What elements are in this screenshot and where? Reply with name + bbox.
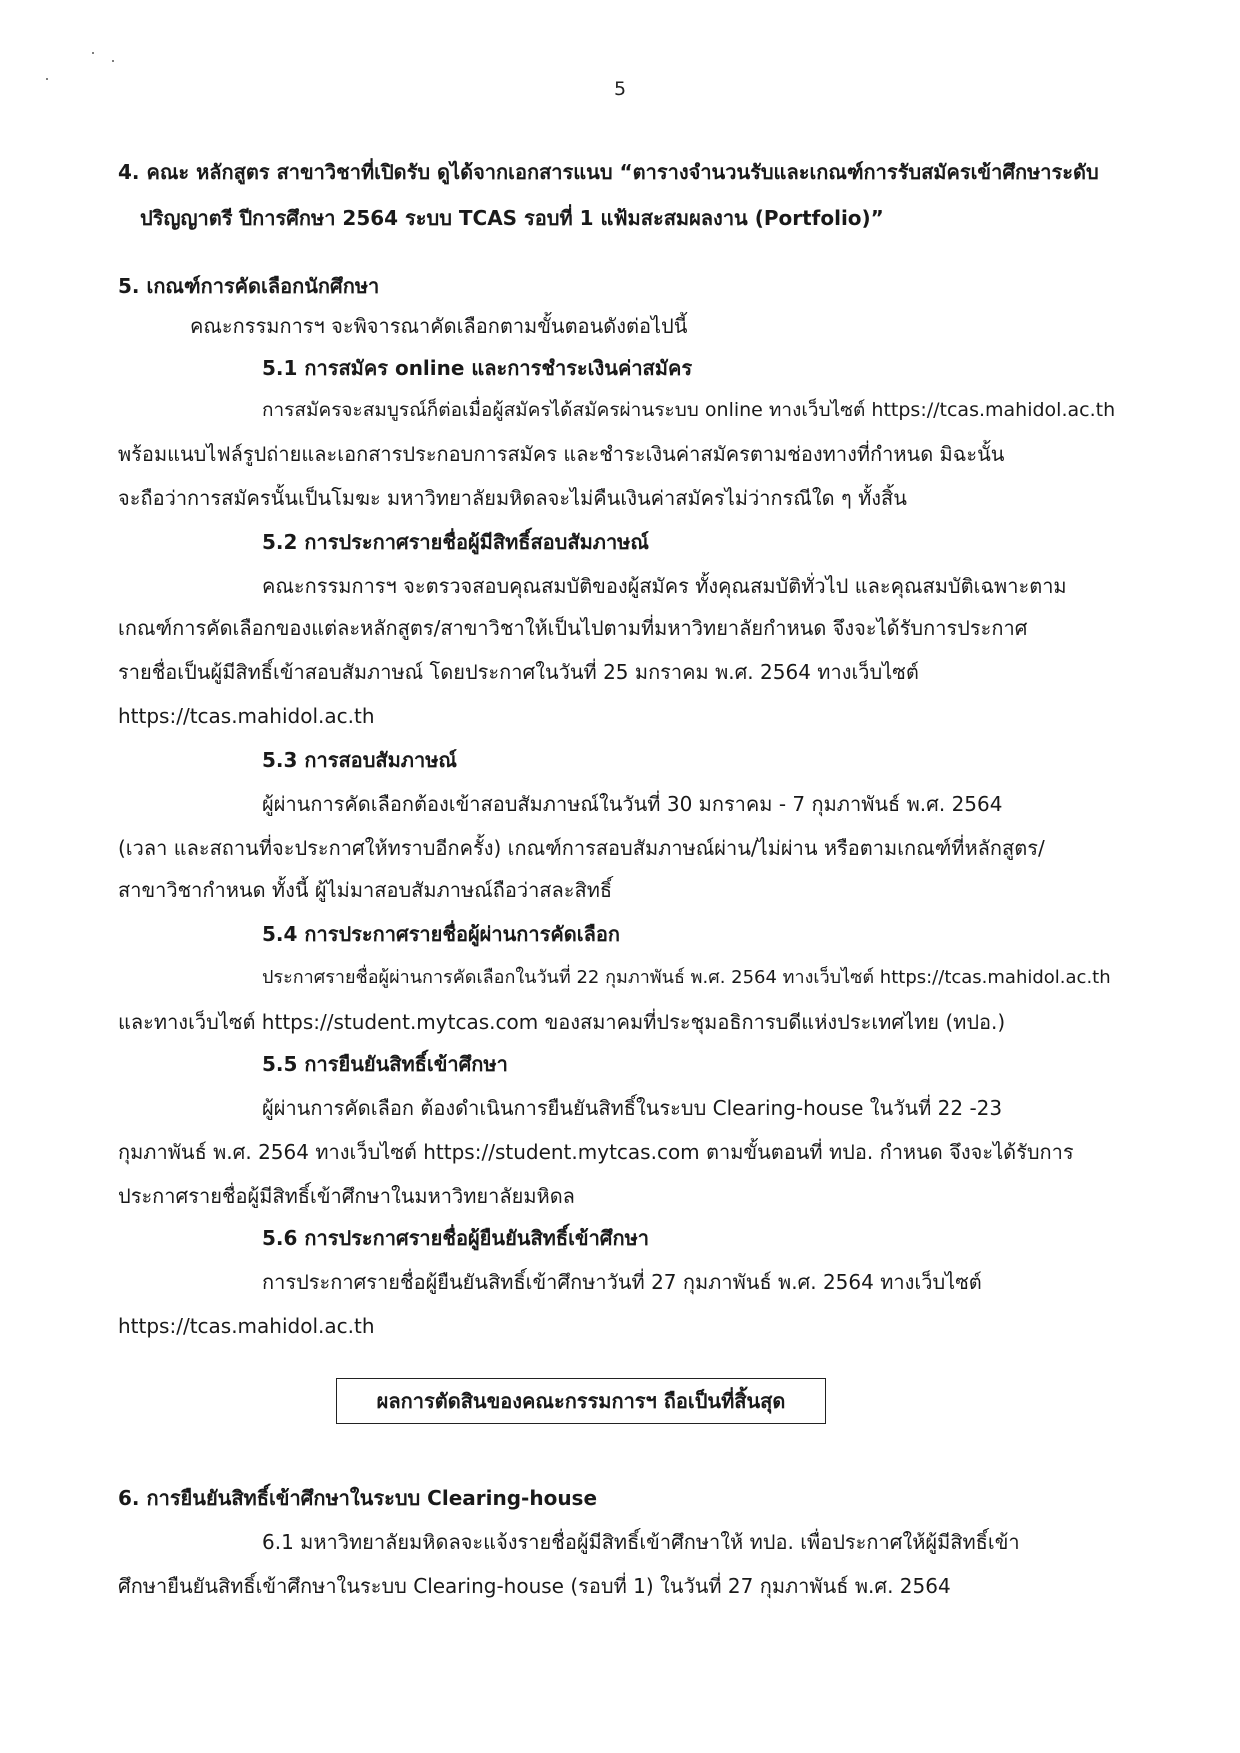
section-6-1-line-1: 6.1 มหาวิทยาลัยมหิดลจะแจ้งรายชื่อผู้มีสิทธิ์เข้าศึกษาให้ ทปอ. เพื่อประกาศให้ผู้มีสิทธิ์เข้า xyxy=(262,1530,1020,1554)
scan-speck xyxy=(92,52,94,54)
section-4-line-2: ปริญญาตรี ปีการศึกษา 2564 ระบบ TCAS รอบที่ 1 แฟ้มสะสมผลงาน (Portfolio)” xyxy=(140,206,884,230)
section-5-intro: คณะกรรมการฯ จะพิจารณาคัดเลือกตามขั้นตอนดังต่อไปนี้ xyxy=(190,314,688,338)
section-5-2-line-2: เกณฑ์การคัดเลือกของแต่ละหลักสูตร/สาขาวิชาให้เป็นไปตามที่มหาวิทยาลัยกำหนด จึงจะได้รับการประกาศ xyxy=(118,616,1028,640)
section-5-2-line-1: คณะกรรมการฯ จะตรวจสอบคุณสมบัติของผู้สมัคร ทั้งคุณสมบัติทั่วไป และคุณสมบัติเฉพาะตาม xyxy=(262,574,1067,598)
section-6-heading: 6. การยืนยันสิทธิ์เข้าศึกษาในระบบ Clearing-house xyxy=(118,1486,598,1510)
section-5-5-heading: 5.5 การยืนยันสิทธิ์เข้าศึกษา xyxy=(262,1052,508,1076)
section-5-1-line-1: การสมัครจะสมบูรณ์ก็ต่อเมื่อผู้สมัครได้สมัครผ่านระบบ online ทางเว็บไซต์ https://tcas.mahidol.ac.th xyxy=(262,399,1116,421)
section-5-3-line-3: สาขาวิชากำหนด ทั้งนี้ ผู้ไม่มาสอบสัมภาษณ์ถือว่าสละสิทธิ์ xyxy=(118,878,613,902)
section-5-6-heading: 5.6 การประกาศรายชื่อผู้ยืนยันสิทธิ์เข้าศึกษา xyxy=(262,1226,650,1250)
section-4-line-1: 4. คณะ หลักสูตร สาขาวิชาที่เปิดรับ ดูได้จากเอกสารแนบ “ตารางจำนวนรับและเกณฑ์การรับสมัครเข้าศึกษาระดับ xyxy=(118,160,1099,184)
section-5-2-heading: 5.2 การประกาศรายชื่อผู้มีสิทธิ์สอบสัมภาษณ์ xyxy=(262,530,649,554)
section-5-5-line-2: กุมภาพันธ์ พ.ศ. 2564 ทางเว็บไซต์ https://student.mytcas.com ตามขั้นตอนที่ ทปอ. กำหนด จึงจะได้รับการ xyxy=(118,1140,1074,1164)
section-5-6-line-1: การประกาศรายชื่อผู้ยืนยันสิทธิ์เข้าศึกษาวันที่ 27 กุมภาพันธ์ พ.ศ. 2564 ทางเว็บไซต์ xyxy=(262,1270,982,1294)
section-5-6-line-2: https://tcas.mahidol.ac.th xyxy=(118,1314,375,1338)
section-5-4-line-2: และทางเว็บไซต์ https://student.mytcas.com ของสมาคมที่ประชุมอธิการบดีแห่งประเทศไทย (ทปอ.) xyxy=(118,1010,1006,1034)
section-5-2-line-3: รายชื่อเป็นผู้มีสิทธิ์เข้าสอบสัมภาษณ์ โดยประกาศในวันที่ 25 มกราคม พ.ศ. 2564 ทางเว็บไซต์ xyxy=(118,660,919,684)
section-5-3-heading: 5.3 การสอบสัมภาษณ์ xyxy=(262,748,457,772)
scan-speck xyxy=(112,60,114,62)
final-decision-note-box: ผลการตัดสินของคณะกรรมการฯ ถือเป็นที่สิ้นสุด xyxy=(336,1378,826,1424)
section-5-3-line-2: (เวลา และสถานที่จะประกาศให้ทราบอีกครั้ง) เกณฑ์การสอบสัมภาษณ์ผ่าน/ไม่ผ่าน หรือตามเกณฑ์ที่หลักสูตร/ xyxy=(118,836,1045,860)
section-5-2-line-4: https://tcas.mahidol.ac.th xyxy=(118,704,375,728)
section-5-4-line-1: ประกาศรายชื่อผู้ผ่านการคัดเลือกในวันที่ 22 กุมภาพันธ์ พ.ศ. 2564 ทางเว็บไซต์ https://tcas.mahidol.ac.th xyxy=(262,967,1111,988)
section-5-1-line-2: พร้อมแนบไฟล์รูปถ่ายและเอกสารประกอบการสมัคร และชำระเงินค่าสมัครตามช่องทางที่กำหนด มิฉะนั้น xyxy=(118,442,1005,466)
section-5-5-line-3: ประกาศรายชื่อผู้มีสิทธิ์เข้าศึกษาในมหาวิทยาลัยมหิดล xyxy=(118,1184,575,1208)
section-5-1-heading: 5.1 การสมัคร online และการชำระเงินค่าสมัคร xyxy=(262,356,693,380)
section-5-heading: 5. เกณฑ์การคัดเลือกนักศึกษา xyxy=(118,274,380,298)
page-number: 5 xyxy=(613,78,627,100)
section-6-1-line-2: ศึกษายืนยันสิทธิ์เข้าศึกษาในระบบ Clearing-house (รอบที่ 1) ในวันที่ 27 กุมภาพันธ์ พ.ศ. 2564 xyxy=(118,1574,951,1598)
section-5-5-line-1: ผู้ผ่านการคัดเลือก ต้องดำเนินการยืนยันสิทธิ์ในระบบ Clearing-house ในวันที่ 22 -23 xyxy=(262,1096,1003,1120)
section-5-3-line-1: ผู้ผ่านการคัดเลือกต้องเข้าสอบสัมภาษณ์ในวันที่ 30 มกราคม - 7 กุมภาพันธ์ พ.ศ. 2564 xyxy=(262,792,1003,816)
scan-speck xyxy=(46,78,48,80)
section-5-1-line-3: จะถือว่าการสมัครนั้นเป็นโมฆะ มหาวิทยาลัยมหิดลจะไม่คืนเงินค่าสมัครไม่ว่ากรณีใด ๆ ทั้งสิ้น xyxy=(118,486,907,510)
section-5-4-heading: 5.4 การประกาศรายชื่อผู้ผ่านการคัดเลือก xyxy=(262,922,620,946)
